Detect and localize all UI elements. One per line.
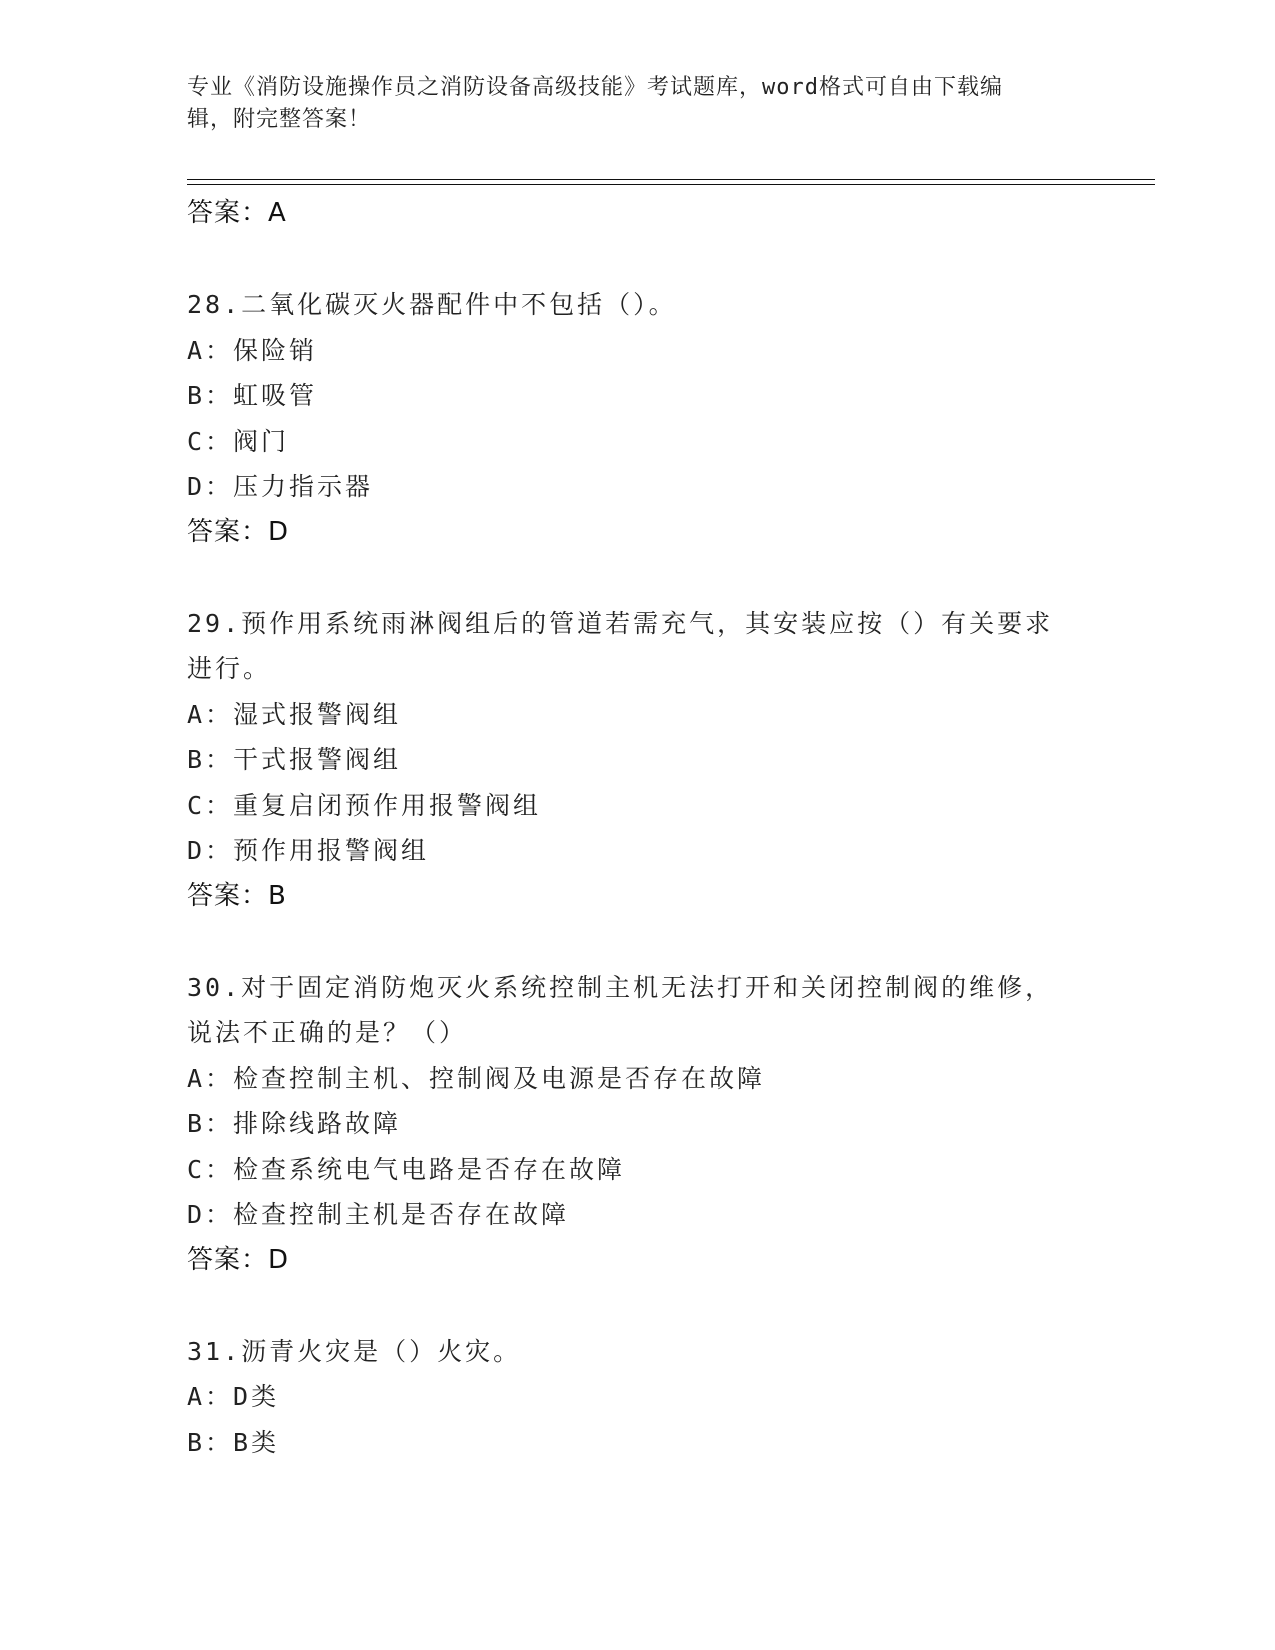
header-divider-top — [187, 179, 1155, 180]
option-c: C：重复启闭预作用报警阀组 — [187, 790, 542, 820]
question-stem-continued: 说法不正确的是？（） — [187, 1018, 468, 1047]
option-a: A：保险销 — [187, 335, 318, 365]
option-c: C：阀门 — [187, 426, 290, 456]
document-header — [187, 72, 1067, 136]
question-stem: 28.二氧化碳灭火器配件中不包括（）。 — [187, 290, 677, 319]
option-d: D：压力指示器 — [187, 472, 374, 501]
option-a: A：D类 — [187, 1382, 280, 1411]
spacer — [187, 919, 1087, 965]
answer: 答案：D — [187, 516, 290, 547]
header-line-2: 辑，附完整答案！ — [187, 107, 372, 132]
question-stem: 30.对于固定消防炮灭火系统控制主机无法打开和关闭控制阀的维修， — [187, 972, 1054, 1002]
option-c: C：检查系统电气电路是否存在故障 — [187, 1154, 626, 1184]
answer: 答案：B — [187, 880, 287, 911]
question-list — [187, 191, 1087, 1465]
spacer — [187, 237, 1087, 283]
option-b: B：虹吸管 — [187, 381, 318, 410]
option-b: B：干式报警阀组 — [187, 745, 402, 774]
previous-answer: 答案：A — [187, 198, 287, 228]
question-stem: 29.预作用系统雨淋阀组后的管道若需充气，其安装应按（）有关要求 — [187, 608, 1054, 638]
option-b: B：排除线路故障 — [187, 1109, 402, 1138]
option-a: A：湿式报警阀组 — [187, 699, 402, 729]
option-d: D：预作用报警阀组 — [187, 836, 430, 865]
spacer — [187, 1283, 1087, 1329]
question-31 — [187, 1329, 1087, 1466]
header-divider-bottom — [187, 184, 1155, 185]
option-d: D：检查控制主机是否存在故障 — [187, 1200, 570, 1229]
question-30 — [187, 965, 1087, 1284]
option-b: B：B类 — [187, 1427, 280, 1457]
question-stem-continued: 进行。 — [187, 654, 272, 683]
question-stem: 31.沥青火灾是（）火灾。 — [187, 1336, 522, 1366]
option-a: A：检查控制主机、控制阀及电源是否存在故障 — [187, 1063, 766, 1093]
header-line-1: 专业《消防设施操作员之消防设备高级技能》考试题库，word格式可自由下载编 — [187, 75, 1003, 100]
question-29 — [187, 601, 1087, 920]
question-28 — [187, 282, 1087, 555]
spacer — [187, 555, 1087, 601]
answer: 答案：D — [187, 1244, 290, 1275]
